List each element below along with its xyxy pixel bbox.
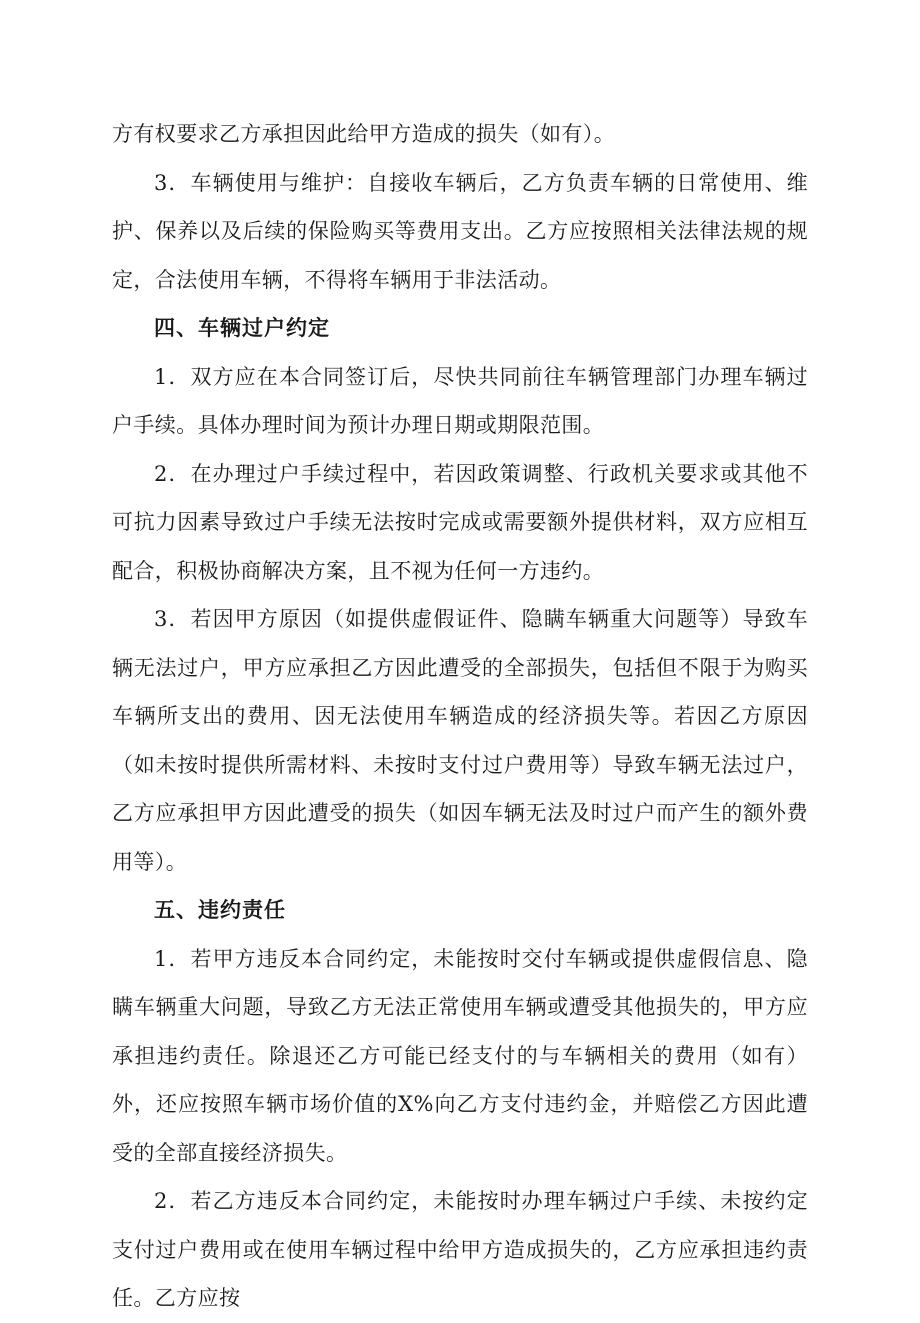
clause-2-breach: 2．若乙方违反本合同约定，未能按时办理车辆过户手续、未按约定支付过户费用或在使用车辆过程中给甲方造成损失的，乙方应承担违约责任。乙方应按 [112,1189,808,1310]
clause-3-transfer: 3．若因甲方原因（如提供虚假证件、隐瞒车辆重大问题等）导致车辆无法过户，甲方应承担乙方因此遭受的全部损失，包括但不限于为购买车辆所支出的费用、因无法使用车辆造成的经济损失等。若因乙方原因（如未按时提供所需材料、未按时支付过户费用等）导致车辆无法过户，乙方应承担甲方因此遭受的损失（如因车辆无法及时过户而产生的额外费用等）。 [112,607,808,874]
section-heading-transfer: 四、车辆过户约定 [154,316,330,340]
clause-2-transfer: 2．在办理过户手续过程中，若因政策调整、行政机关要求或其他不可抗力因素导致过户手续无法按时完成或需要额外提供材料，双方应相互配合，积极协商解决方案，且不视为任何一方违约。 [112,461,808,583]
clause-1-transfer: 1．双方应在本合同签订后，尽快共同前往车辆管理部门办理车辆过户手续。具体办理时间为预计办理日期或期限范围。 [112,364,808,437]
paragraph-continuation: 方有权要求乙方承担因此给甲方造成的损失（如有）。 [112,122,616,146]
section-heading-breach: 五、违约责任 [154,898,286,922]
clause-1-breach: 1．若甲方违反本合同约定，未能按时交付车辆或提供虚假信息、隐瞒车辆重大问题，导致乙方无法正常使用车辆或遭受其他损失的，甲方应承担违约责任。除退还乙方可能已经支付的与车辆相关的费用（如有）外，还应按照车辆市场价值的X%向乙方支付违约金，并赔偿乙方因此遭受的全部直接经济损失。 [112,946,808,1165]
clause-3-vehicle-use: 3．车辆使用与维护：自接收车辆后，乙方负责车辆的日常使用、维护、保养以及后续的保险购买等费用支出。乙方应按照相关法律法规的规定，合法使用车辆，不得将车辆用于非法活动。 [112,170,808,292]
